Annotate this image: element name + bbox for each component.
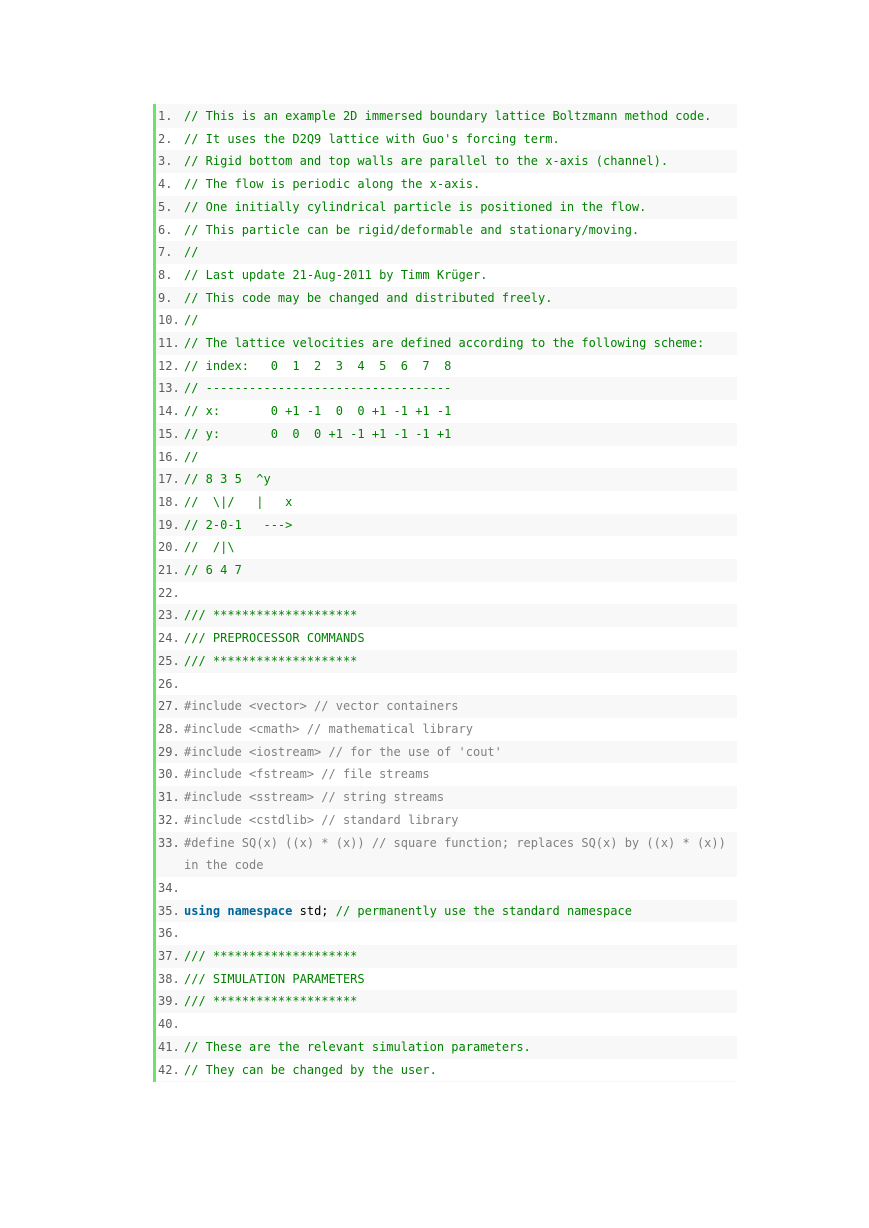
line-number: 2. (158, 131, 173, 146)
code-token-comment: // index: 0 1 2 3 4 5 6 7 8 (184, 358, 452, 373)
line-code (184, 695, 737, 718)
code-token-comment: // y: 0 0 0 +1 -1 +1 -1 -1 +1 (184, 426, 452, 441)
code-token-comment: // This particle can be rigid/deformable and stationary/moving. (184, 222, 640, 237)
line-code (184, 468, 737, 491)
line-code (184, 173, 737, 196)
code-line (156, 423, 737, 446)
code-token-preproc: #include <iostream> // for the use of 'cout' (184, 744, 502, 759)
code-line (156, 105, 737, 128)
line-code (184, 1013, 737, 1036)
code-token-comment: // It uses the D2Q9 lattice with Guo's forcing term. (184, 131, 560, 146)
code-token-comment: /// SIMULATION PARAMETERS (184, 971, 365, 986)
code-token-comment: // These are the relevant simulation parameters. (184, 1039, 531, 1054)
line-code (184, 309, 737, 332)
line-code (184, 832, 737, 877)
line-number: 41. (158, 1039, 180, 1054)
line-number: 6. (158, 222, 173, 237)
code-line (156, 1036, 737, 1059)
code-token-comment: // This code may be changed and distributed freely. (184, 290, 553, 305)
code-token-preproc: #include <vector> // vector containers (184, 699, 459, 714)
line-code (184, 491, 737, 514)
code-line (156, 173, 737, 196)
code-token-comment: /// ******************** (184, 949, 358, 964)
code-line (156, 241, 737, 264)
line-number: 7. (158, 245, 173, 260)
line-number: 20. (158, 540, 180, 555)
line-number: 37. (158, 949, 180, 964)
code-line (156, 922, 737, 945)
line-code (184, 945, 737, 968)
line-number: 23. (158, 608, 180, 623)
code-line (156, 150, 737, 173)
line-number: 31. (158, 790, 180, 805)
code-line (156, 627, 737, 650)
code-token-comment: // 6 4 7 (184, 563, 242, 578)
line-number: 28. (158, 721, 180, 736)
code-token-comment: // \|/ | x (184, 494, 293, 509)
line-number: 38. (158, 971, 180, 986)
line-code (184, 650, 737, 673)
code-line (156, 400, 737, 423)
line-number: 5. (158, 199, 173, 214)
code-token-keyword: using (184, 903, 221, 918)
code-token-comment: /// ******************** (184, 994, 358, 1009)
code-line (156, 718, 737, 741)
code-line (156, 446, 737, 469)
line-code (184, 1036, 737, 1059)
line-number: 27. (158, 699, 180, 714)
code-token-comment: // 8 3 5 ^y (184, 472, 271, 487)
line-code (184, 922, 737, 945)
line-number: 13. (158, 381, 180, 396)
code-line (156, 468, 737, 491)
code-token-comment: // Last update 21-Aug-2011 by Timm Krüger. (184, 267, 488, 282)
line-number: 12. (158, 358, 180, 373)
code-line (156, 945, 737, 968)
code-token-comment: // permanently use the standard namespace (335, 903, 632, 918)
line-code (184, 718, 737, 741)
code-line (156, 355, 737, 378)
code-token-comment: // The lattice velocities are defined according to the following scheme: (184, 336, 705, 351)
line-code (184, 287, 737, 310)
code-line (156, 264, 737, 287)
line-number: 40. (158, 1017, 180, 1032)
line-code (184, 536, 737, 559)
line-code (184, 423, 737, 446)
line-code (184, 673, 737, 696)
line-code (184, 446, 737, 469)
line-code (184, 150, 737, 173)
code-line (156, 604, 737, 627)
line-number: 16. (158, 449, 180, 464)
code-line (156, 536, 737, 559)
line-code (184, 332, 737, 355)
code-line (156, 990, 737, 1013)
line-code (184, 809, 737, 832)
code-line (156, 559, 737, 582)
line-number: 9. (158, 290, 173, 305)
code-line (156, 900, 737, 923)
line-number: 15. (158, 426, 180, 441)
code-line (156, 287, 737, 310)
code-token-comment: /// ******************** (184, 608, 358, 623)
code-line (156, 695, 737, 718)
line-number: 33. (158, 835, 180, 850)
line-number: 24. (158, 631, 180, 646)
line-number: 10. (158, 313, 180, 328)
code-token-preproc: #define SQ(x) ((x) * (x)) // square function; replaces SQ(x) by ((x) * (x)) in the code (184, 835, 734, 873)
line-number: 42. (158, 1062, 180, 1077)
line-number: 25. (158, 653, 180, 668)
code-line (156, 786, 737, 809)
line-code (184, 741, 737, 764)
line-code (184, 582, 737, 605)
line-number: 35. (158, 903, 180, 918)
line-number: 34. (158, 880, 180, 895)
line-code (184, 559, 737, 582)
code-line (156, 128, 737, 151)
code-token-comment: // x: 0 +1 -1 0 0 +1 -1 +1 -1 (184, 404, 452, 419)
code-line (156, 763, 737, 786)
code-token-keyword: namespace (227, 903, 293, 918)
code-token-comment: /// PREPROCESSOR COMMANDS (184, 631, 365, 646)
line-number: 11. (158, 336, 180, 351)
line-number: 21. (158, 563, 180, 578)
code-token-preproc: #include <cmath> // mathematical library (184, 721, 473, 736)
code-listing (153, 104, 737, 1082)
code-line (156, 968, 737, 991)
line-code (184, 968, 737, 991)
line-code (184, 241, 737, 264)
code-line (156, 832, 737, 877)
line-code (184, 355, 737, 378)
code-line (156, 377, 737, 400)
code-line (156, 1059, 737, 1082)
code-line (156, 650, 737, 673)
line-number: 39. (158, 994, 180, 1009)
code-token-comment: // One initially cylindrical particle is positioned in the flow. (184, 199, 647, 214)
line-number: 3. (158, 154, 173, 169)
code-token-comment: // This is an example 2D immersed boundary lattice Boltzmann method code. (184, 109, 712, 123)
code-token-comment: // The flow is periodic along the x-axis. (184, 177, 481, 192)
line-number: 14. (158, 404, 180, 419)
code-line (156, 1013, 737, 1036)
line-code (184, 627, 737, 650)
code-line (156, 196, 737, 219)
line-code (184, 400, 737, 423)
line-code (184, 219, 737, 242)
code-line (156, 809, 737, 832)
code-line (156, 219, 737, 242)
code-token-comment: // They can be changed by the user. (184, 1062, 437, 1077)
code-token-comment: // (184, 449, 199, 464)
code-token-comment: // ---------------------------------- (184, 381, 452, 396)
code-token-comment: // (184, 245, 199, 260)
line-code (184, 1059, 737, 1082)
line-code (184, 196, 737, 219)
code-token-preproc: #include <cstdlib> // standard library (184, 812, 459, 827)
line-code (184, 128, 737, 151)
line-number: 17. (158, 472, 180, 487)
line-code (184, 786, 737, 809)
code-token-preproc: #include <sstream> // string streams (184, 790, 445, 805)
line-number: 26. (158, 676, 180, 691)
line-code (184, 264, 737, 287)
code-token-plain: std; (292, 903, 336, 918)
line-number: 19. (158, 517, 180, 532)
line-code (184, 877, 737, 900)
code-token-preproc: #include <fstream> // file streams (184, 767, 430, 782)
code-line (156, 491, 737, 514)
line-code (184, 900, 737, 923)
code-line (156, 309, 737, 332)
line-number: 32. (158, 812, 180, 827)
code-token-comment: // (184, 313, 199, 328)
code-line (156, 877, 737, 900)
code-line (156, 514, 737, 537)
code-token-comment: // Rigid bottom and top walls are parallel to the x-axis (channel). (184, 154, 669, 169)
line-number: 4. (158, 177, 173, 192)
line-number: 22. (158, 585, 180, 600)
line-number: 1. (158, 109, 173, 123)
code-token-comment: // 2-0-1 ---> (184, 517, 293, 532)
line-number: 8. (158, 267, 173, 282)
line-number: 18. (158, 494, 180, 509)
line-code (184, 514, 737, 537)
code-token-comment: // /|\ (184, 540, 235, 555)
code-line (156, 741, 737, 764)
line-number: 30. (158, 767, 180, 782)
code-token-comment: /// ******************** (184, 653, 358, 668)
line-code (184, 763, 737, 786)
line-code (184, 604, 737, 627)
line-code (184, 105, 737, 128)
code-line (156, 673, 737, 696)
line-code (184, 990, 737, 1013)
line-number: 29. (158, 744, 180, 759)
line-number: 36. (158, 926, 180, 941)
line-code (184, 377, 737, 400)
code-line (156, 582, 737, 605)
code-line (156, 332, 737, 355)
